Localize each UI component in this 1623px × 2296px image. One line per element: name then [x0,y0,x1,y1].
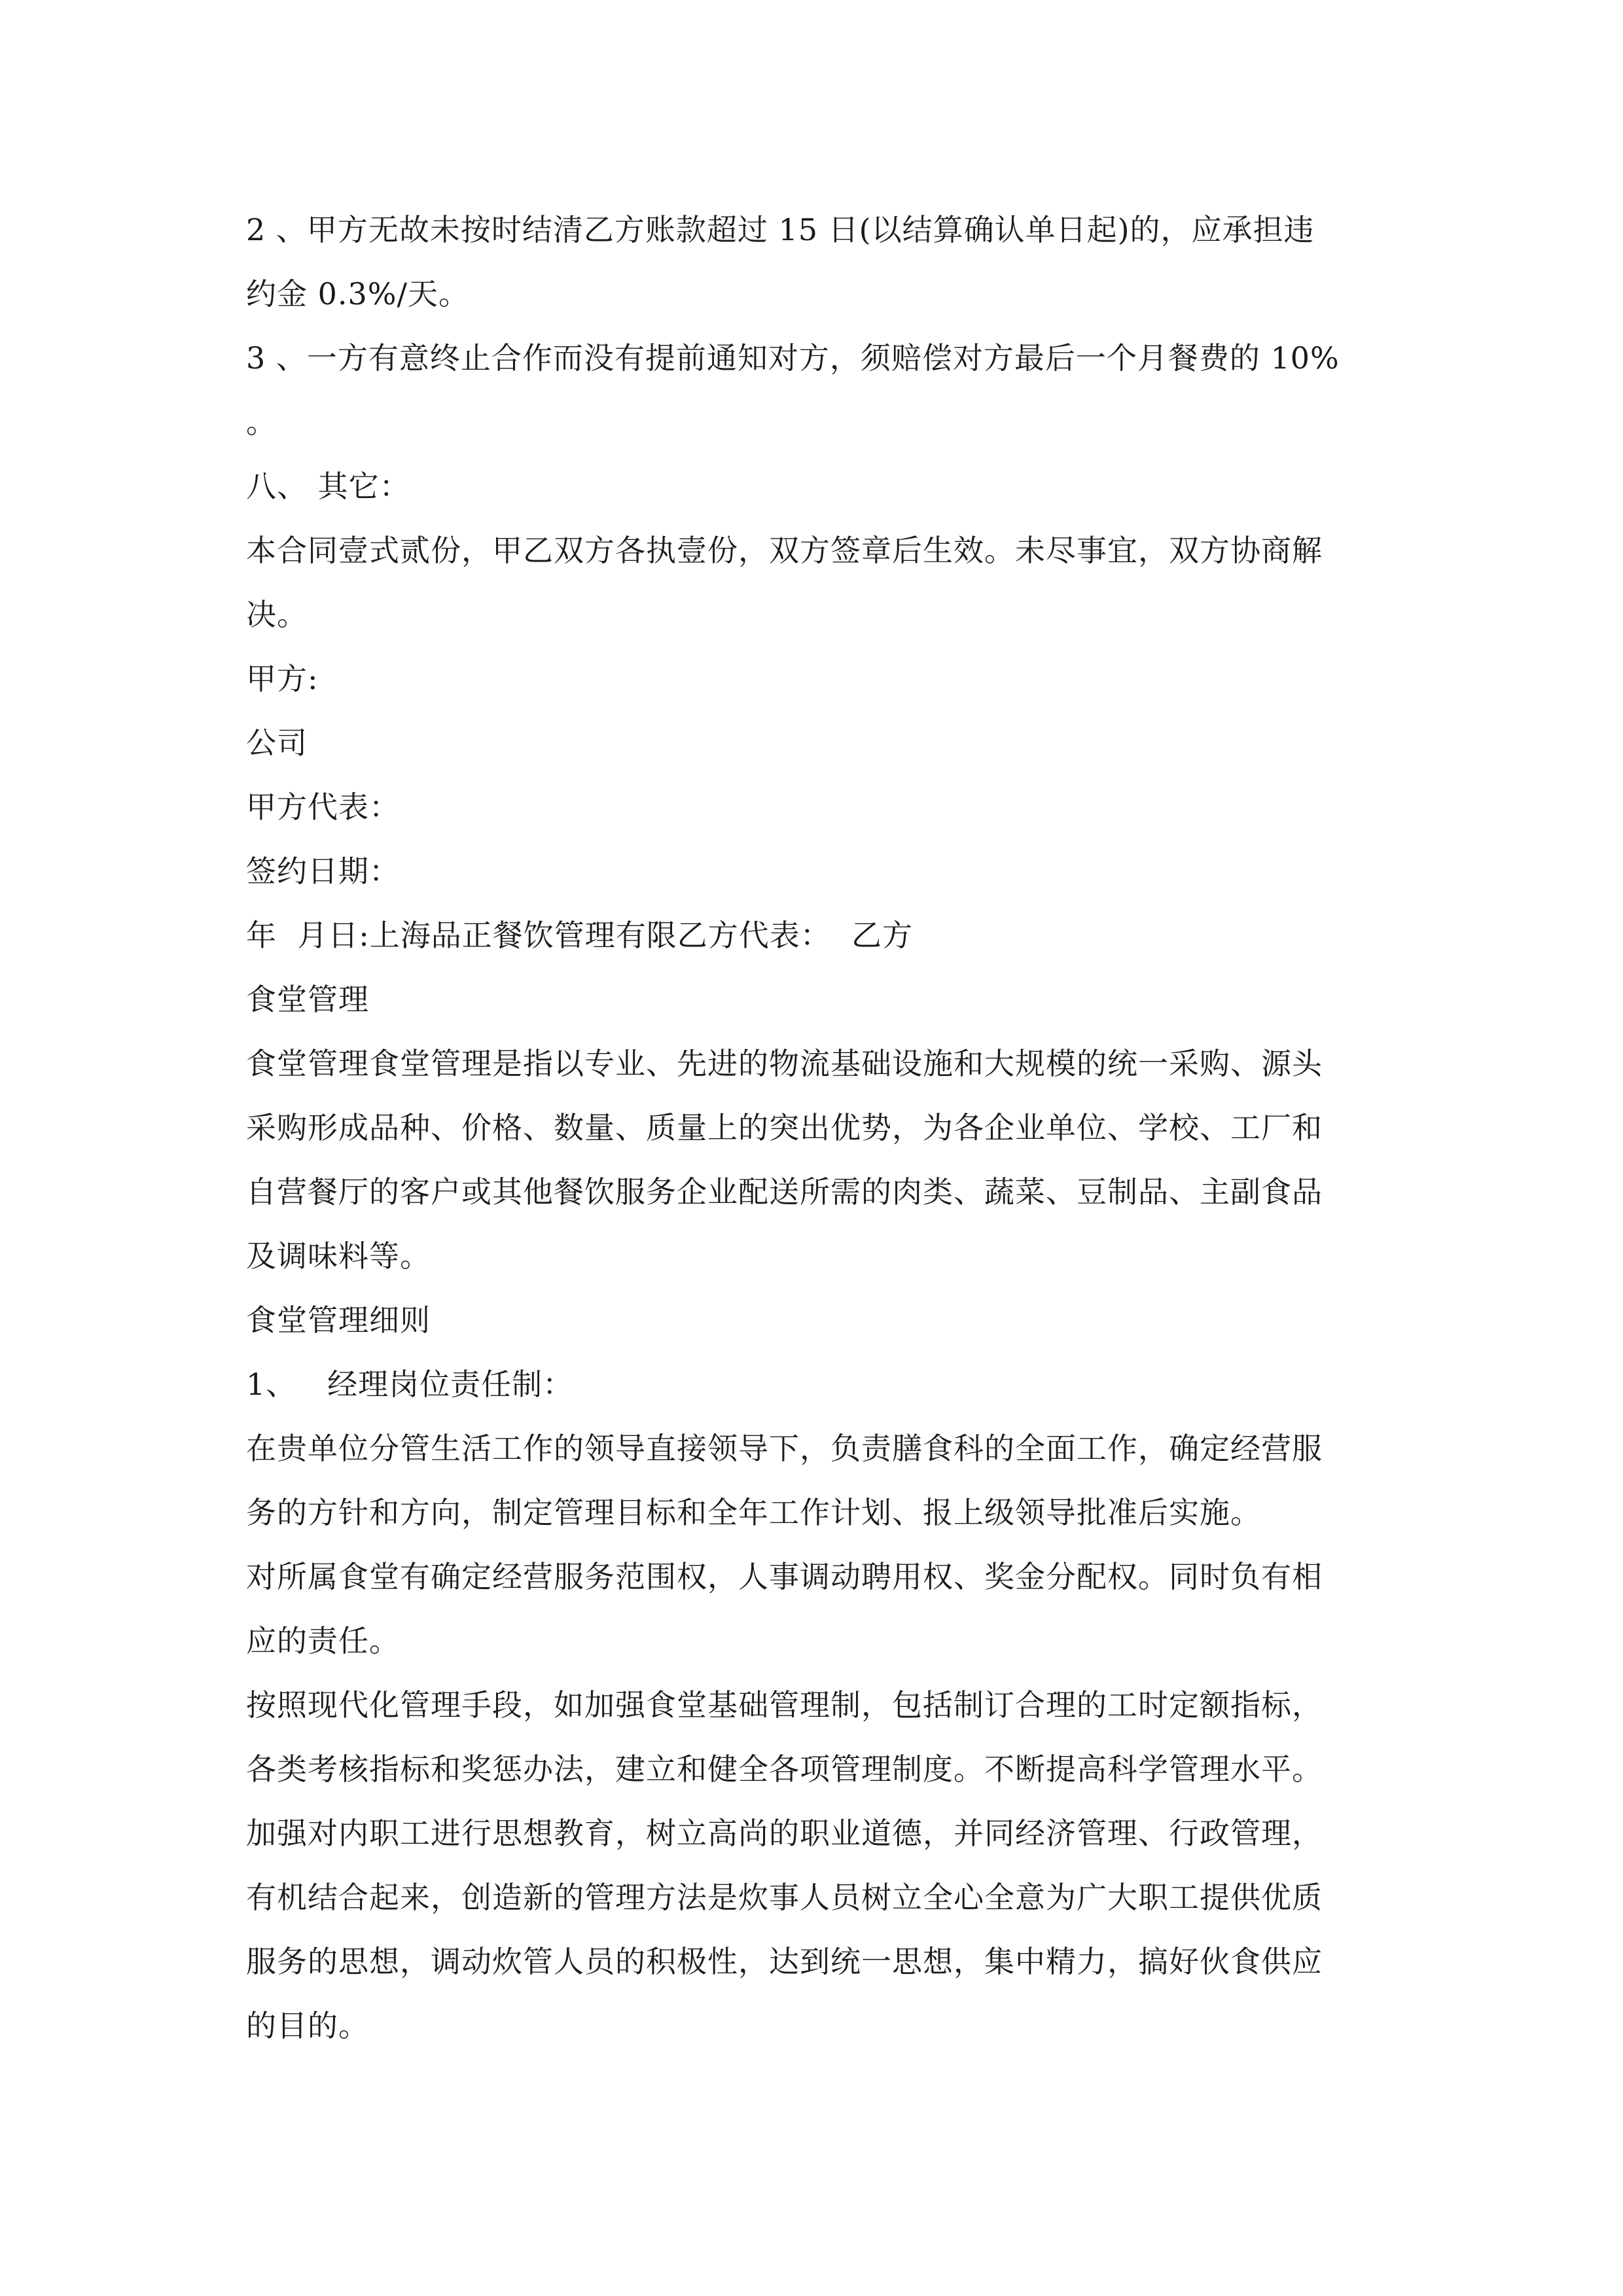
text-line: 2 、甲方无故未按时结清乙方账款超过 15 日(以结算确认单日起)的，应承担违 [246,212,1315,247]
text-line: 3 、一方有意终止合作而没有提前通知对方，须赔偿对方最后一个月餐费的 10% [246,340,1340,376]
text-line: 对所属食堂有确定经营服务范围权，人事调动聘用权、奖金分配权。同时负有相 [246,1559,1323,1594]
text-line: 在贵单位分管生活工作的领导直接领导下，负责膳食科的全面工作，确定经营服 [246,1431,1323,1466]
text-line: 的目的。 [246,2008,369,2043]
text-line: 按照现代化管理手段，如加强食堂基础管理制，包括制订合理的工时定额指标， [246,1687,1323,1723]
text-line: 有机结合起来，创造新的管理方法是炊事人员树立全心全意为广大职工提供优质 [246,1880,1323,1915]
company-label: 公司 [246,725,308,761]
signature-line: 年 月日:上海品正餐饮管理有限乙方代表： 乙方 [246,918,913,953]
text-line: 食堂管理食堂管理是指以专业、先进的物流基础设施和大规模的统一采购、源头 [246,1046,1323,1081]
party-a-representative-label: 甲方代表： [246,789,400,825]
text-line: 约金 0.3%/天。 [246,276,469,312]
section-heading: 食堂管理 [246,982,369,1017]
text-line: 服务的思想，调动炊管人员的积极性，达到统一思想，集中精力，搞好伙食供应 [246,1944,1323,1979]
text-line: 各类考核指标和奖惩办法，建立和健全各项管理制度。不断提高科学管理水平。 [246,1751,1323,1787]
text-line: 及调味料等。 [246,1238,431,1274]
section-heading: 八、 其它： [246,469,410,504]
text-line: 。 [246,404,277,440]
numbered-heading: 1、 经理岗位责任制： [246,1367,574,1402]
text-line: 加强对内职工进行思想教育，树立高尚的职业道德，并同经济管理、行政管理， [246,1816,1323,1851]
text-line: 决。 [246,597,308,632]
text-line: 本合同壹式贰份，甲乙双方各执壹份，双方签章后生效。未尽事宜，双方协商解 [246,533,1323,568]
text-line: 自营餐厅的客户或其他餐饮服务企业配送所需的肉类、蔬菜、豆制品、主副食品 [246,1174,1323,1210]
text-line: 应的责任。 [246,1623,400,1659]
party-a-label: 甲方: [246,661,319,696]
text-line: 采购形成品种、价格、数量、质量上的突出优势，为各企业单位、学校、工厂和 [246,1110,1323,1145]
signing-date-label: 签约日期： [246,853,400,889]
text-line: 务的方针和方向，制定管理目标和全年工作计划、报上级领导批准后实施。 [246,1495,1261,1530]
document-body [246,198,1385,2058]
section-heading: 食堂管理细则 [246,1302,431,1338]
